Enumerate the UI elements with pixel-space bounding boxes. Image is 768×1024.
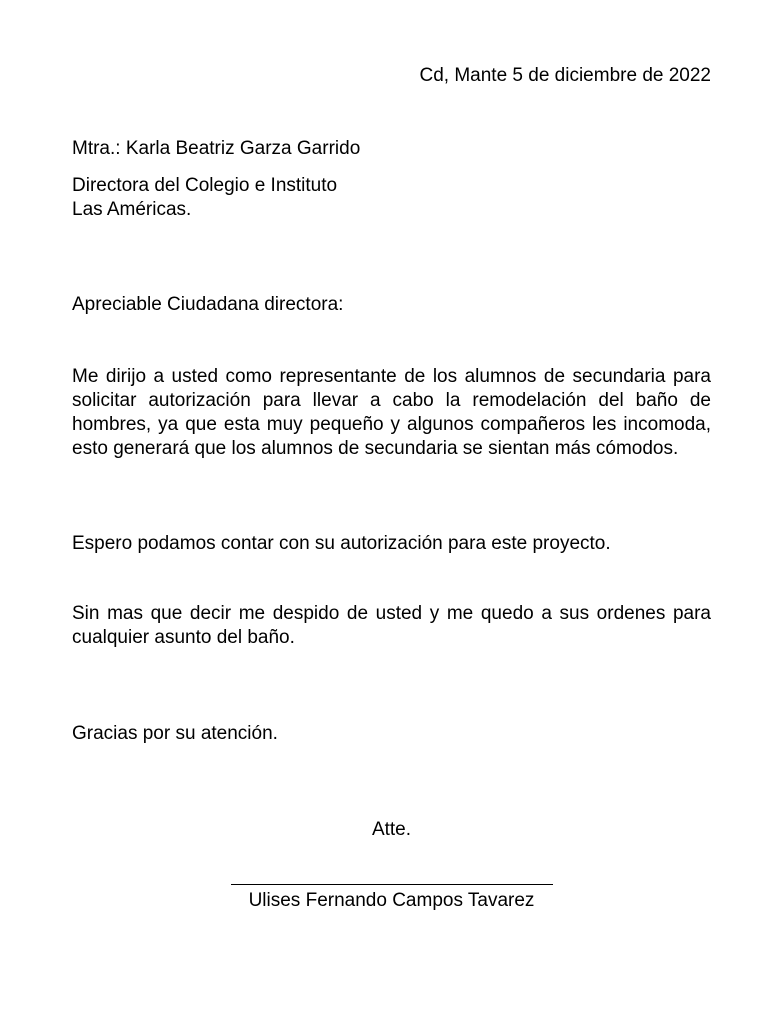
signer-name: Ulises Fernando Campos Tavarez — [248, 890, 535, 911]
signature-line — [231, 884, 553, 885]
body-paragraph-1: Me dirijo a usted como representante de los alumnos de secundaria para solicitar autorización para llevar a cabo la remodelación del baño de hombres, ya que esta muy pequeño y algunos compañeros les incomoda, esto generará que los alumnos de secundaria se sientan más cómodos. — [72, 366, 711, 459]
recipient-title-line2: Las Américas. — [72, 199, 192, 220]
closing: Atte. — [371, 819, 412, 840]
letter-date: Cd, Mante 5 de diciembre de 2022 — [419, 65, 711, 86]
thanks-line: Gracias por su atención. — [72, 723, 278, 744]
salutation: Apreciable Ciudadana directora: — [72, 294, 344, 315]
body-paragraph-2: Espero podamos contar con su autorización para este proyecto. — [72, 533, 611, 554]
recipient-title-line1: Directora del Colegio e Instituto — [72, 175, 338, 196]
recipient-name: Mtra.: Karla Beatriz Garza Garrido — [72, 138, 361, 159]
body-paragraph-3: Sin mas que decir me despido de usted y me quedo a sus ordenes para cualquier asunto del baño. — [72, 603, 711, 648]
